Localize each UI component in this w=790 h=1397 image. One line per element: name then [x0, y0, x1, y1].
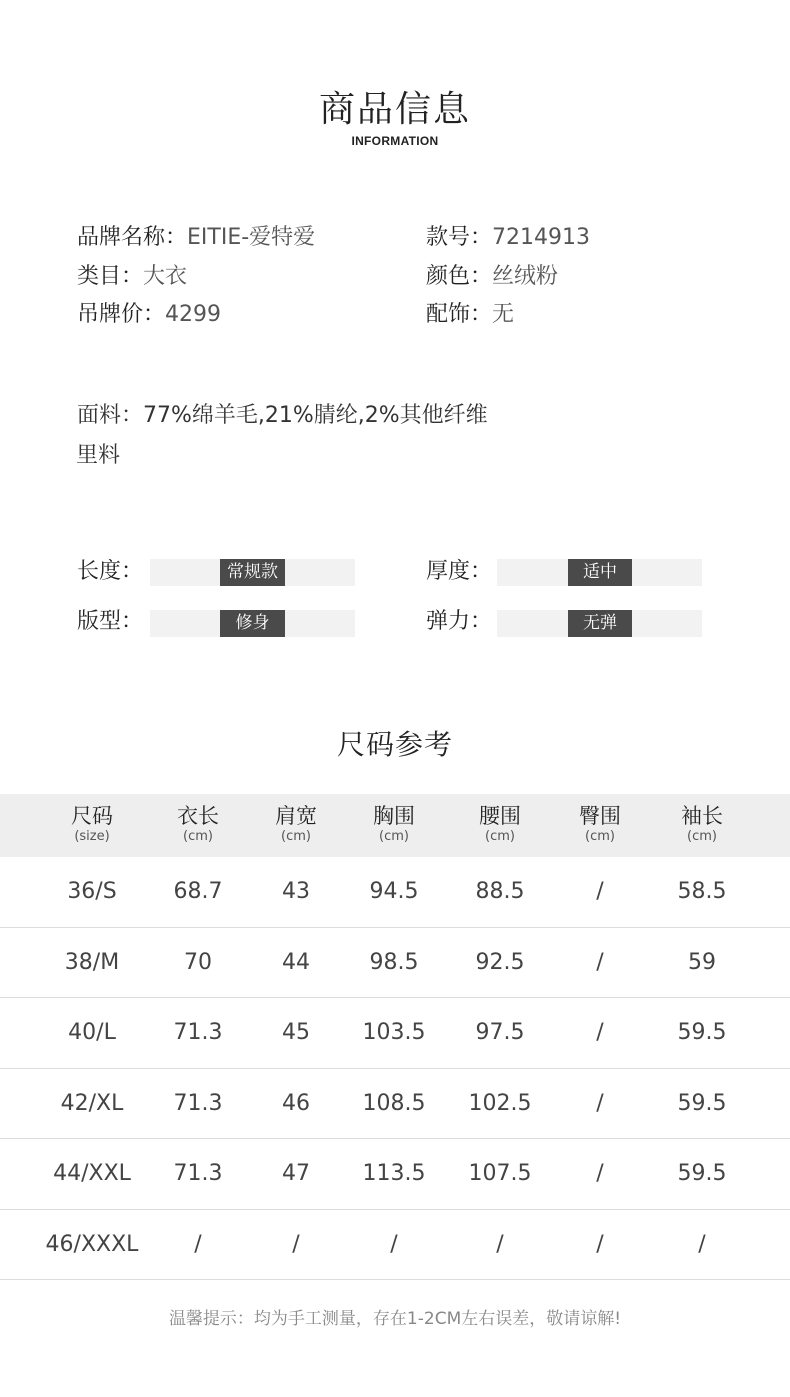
cell-length: 71.3 [173, 1090, 223, 1116]
info-color [426, 262, 558, 292]
info-category [77, 262, 187, 292]
cell-sleeve: / [698, 1231, 706, 1257]
cell-shoulder: / [292, 1231, 300, 1257]
size-table [0, 794, 790, 1280]
cell-hip: / [596, 1231, 604, 1257]
cell-hip: / [596, 1020, 604, 1045]
header-shoulder-en: (cm) [281, 829, 311, 844]
style-no-value: 7214913 [492, 225, 590, 250]
cell-waist: 97.5 [475, 1020, 525, 1045]
header-size-zh: 尺码 [71, 804, 113, 828]
header-waist-zh: 腰围 [479, 804, 521, 828]
header-sleeve [647, 803, 757, 845]
header-shoulder-zh: 肩宽 [275, 804, 317, 828]
category-value: 大衣 [143, 264, 188, 289]
cell-size: 36/S [67, 879, 117, 904]
cell-waist: 92.5 [475, 949, 525, 975]
length-value-tag: 常规款 [220, 559, 285, 586]
table-row [0, 857, 790, 928]
brand-label: 品牌名称： [77, 225, 188, 250]
header-chest-zh: 胸围 [373, 804, 415, 828]
thickness-value-tag: 适中 [568, 559, 632, 586]
color-value: 丝绒粉 [492, 264, 559, 289]
stretch-label: 弹力： [426, 609, 493, 634]
cell-shoulder: 46 [282, 1090, 310, 1116]
cell-sleeve: 59.5 [677, 1020, 727, 1045]
header-size-en: (size) [74, 829, 110, 844]
accessory-label: 配饰： [426, 302, 493, 327]
cell-chest: 94.5 [369, 879, 419, 904]
cell-length: / [194, 1231, 202, 1257]
header-chest-en: (cm) [379, 829, 409, 844]
cell-waist: / [496, 1231, 504, 1257]
cell-sleeve: 59.5 [677, 1161, 727, 1186]
cell-size: 40/L [68, 1020, 116, 1045]
header-shoulder [241, 803, 351, 845]
cell-length: 68.7 [173, 879, 223, 904]
table-row [0, 928, 790, 999]
cell-size: 38/M [64, 949, 120, 975]
length-label: 长度： [77, 559, 144, 584]
cell-hip: / [596, 1090, 604, 1116]
cell-length: 71.3 [173, 1020, 223, 1045]
cell-length: 71.3 [173, 1161, 223, 1186]
cell-hip: / [596, 1161, 604, 1186]
header-waist-en: (cm) [485, 829, 515, 844]
header-length-en: (cm) [183, 829, 213, 844]
cell-waist: 102.5 [468, 1090, 532, 1116]
cell-sleeve: 58.5 [677, 879, 727, 904]
info-brand [77, 223, 315, 253]
cell-size: 42/XL [60, 1090, 124, 1116]
thickness-label: 厚度： [426, 559, 493, 584]
header-hip-zh: 臀围 [579, 804, 621, 828]
header-sleeve-zh: 袖长 [681, 804, 723, 828]
cell-sleeve: 59.5 [677, 1090, 727, 1116]
cell-size: 44/XXL [53, 1161, 131, 1186]
header-length-zh: 衣长 [177, 804, 219, 828]
header-chest [339, 803, 449, 845]
cell-shoulder: 47 [282, 1161, 310, 1186]
cell-sleeve: 59 [688, 949, 716, 975]
header-waist [445, 803, 555, 845]
cell-waist: 107.5 [468, 1161, 532, 1186]
info-price [77, 300, 221, 330]
style-no-label: 款号： [426, 225, 493, 250]
size-table-header [0, 794, 790, 857]
header-hip [545, 803, 655, 845]
header-size [37, 803, 147, 845]
price-label: 吊牌价： [77, 302, 166, 327]
price-value: 4299 [165, 302, 222, 327]
info-style-no [426, 223, 590, 253]
cell-chest: 108.5 [362, 1090, 426, 1116]
info-accessory [426, 300, 514, 330]
brand-value: EITIE-爱特爱 [187, 225, 316, 250]
table-row [0, 998, 790, 1069]
fit-value-tag: 修身 [220, 610, 285, 637]
cell-length: 70 [184, 949, 212, 975]
header-hip-en: (cm) [585, 829, 615, 844]
cell-hip: / [596, 949, 604, 975]
cell-waist: 88.5 [475, 879, 525, 904]
table-row [0, 1069, 790, 1140]
section-title: 商品信息 [318, 89, 471, 130]
stretch-value-tag: 无弹 [568, 610, 632, 637]
table-row [0, 1210, 790, 1281]
fit-label: 版型： [77, 609, 144, 634]
fabric-lining: 里料 [76, 443, 121, 468]
cell-shoulder: 45 [282, 1020, 310, 1045]
accessory-value: 无 [492, 302, 515, 327]
category-label: 类目： [77, 264, 144, 289]
cell-shoulder: 43 [282, 879, 310, 904]
size-chart-title: 尺码参考 [336, 728, 453, 761]
cell-chest: 98.5 [369, 949, 419, 975]
section-header [0, 88, 790, 148]
header-sleeve-en: (cm) [687, 829, 717, 844]
fabric-main: 面料：77%绵羊毛,21%腈纶,2%其他纤维 [77, 403, 488, 428]
section-subtitle: INFORMATION [351, 134, 439, 148]
table-row [0, 1139, 790, 1210]
cell-chest: 113.5 [362, 1161, 426, 1186]
cell-shoulder: 44 [282, 949, 310, 975]
header-length [143, 803, 253, 845]
color-label: 颜色： [426, 264, 493, 289]
cell-hip: / [596, 879, 604, 904]
cell-chest: / [390, 1231, 398, 1257]
cell-size: 46/XXXL [45, 1231, 139, 1257]
cell-chest: 103.5 [362, 1020, 426, 1045]
measurement-note: 温馨提示：均为手工测量，存在1-2CM左右误差，敬请谅解! [168, 1309, 622, 1329]
